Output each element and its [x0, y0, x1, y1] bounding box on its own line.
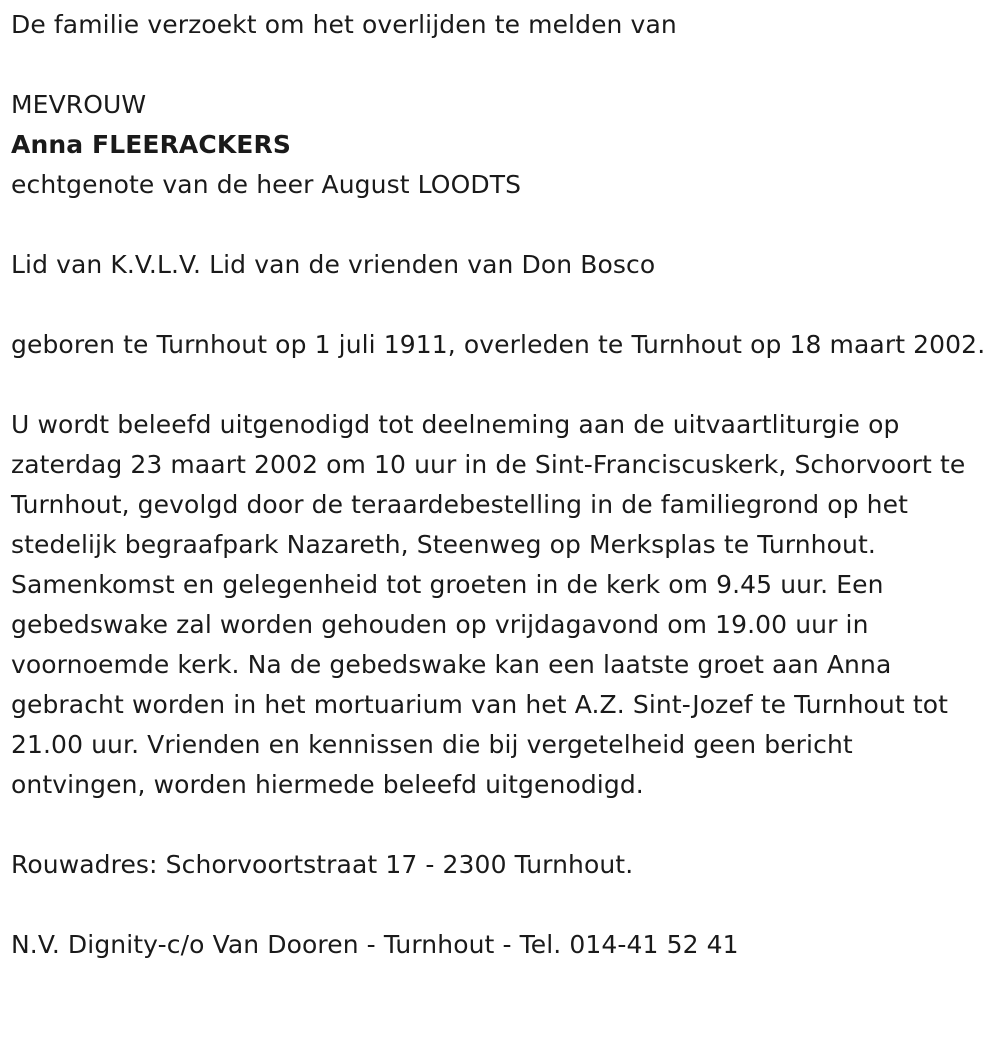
spacer: [11, 45, 991, 85]
invitation-paragraph: U wordt beleefd uitgenodigd tot deelneming aan de uitvaartliturgie op zaterdag 23 maart 2002 om 10 uur in de Sint-Franciscuskerk, Schorvoort te Turnhout, gevolgd door de teraardebestelling in de familiegrond op het stedelijk begraafpark Nazareth, Steenweg op Merksplas te Turnhout. Samenkomst en gelegenheid tot groeten in de kerk om 9.45 uur. Een gebedswake zal worden gehouden op vrijdagavond om 19.00 uur in voornoemde kerk. Na de gebedswake kan een laatste groet aan Anna gebracht worden in het mortuarium van het A.Z. Sint-Jozef te Turnhout tot 21.00 uur. Vrienden en kennissen die bij vergetelheid geen bericht ontvingen, worden hiermede beleefd uitgenodigd.: [11, 410, 966, 799]
deceased-name: Anna FLEERACKERS: [11, 130, 291, 159]
spacer: [11, 285, 991, 325]
funeral-home-line: N.V. Dignity-c/o Van Dooren - Turnhout - Tel. 014-41 52 41: [11, 930, 739, 959]
death-notice: [11, 5, 991, 965]
honorific: MEVROUW: [11, 90, 147, 119]
spacer: [11, 805, 991, 845]
spouse-line: echtgenote van de heer August LOODTS: [11, 170, 522, 199]
spacer: [11, 205, 991, 245]
spacer: [11, 885, 991, 925]
spacer: [11, 365, 991, 405]
mourning-address: Rouwadres: Schorvoortstraat 17 - 2300 Turnhout.: [11, 850, 634, 879]
birth-death-paragraph: geboren te Turnhout op 1 juli 1911, overleden te Turnhout op 18 maart 2002.: [11, 330, 986, 359]
memberships-line: Lid van K.V.L.V. Lid van de vrienden van Don Bosco: [11, 250, 656, 279]
intro-line: De familie verzoekt om het overlijden te melden van: [11, 10, 677, 39]
